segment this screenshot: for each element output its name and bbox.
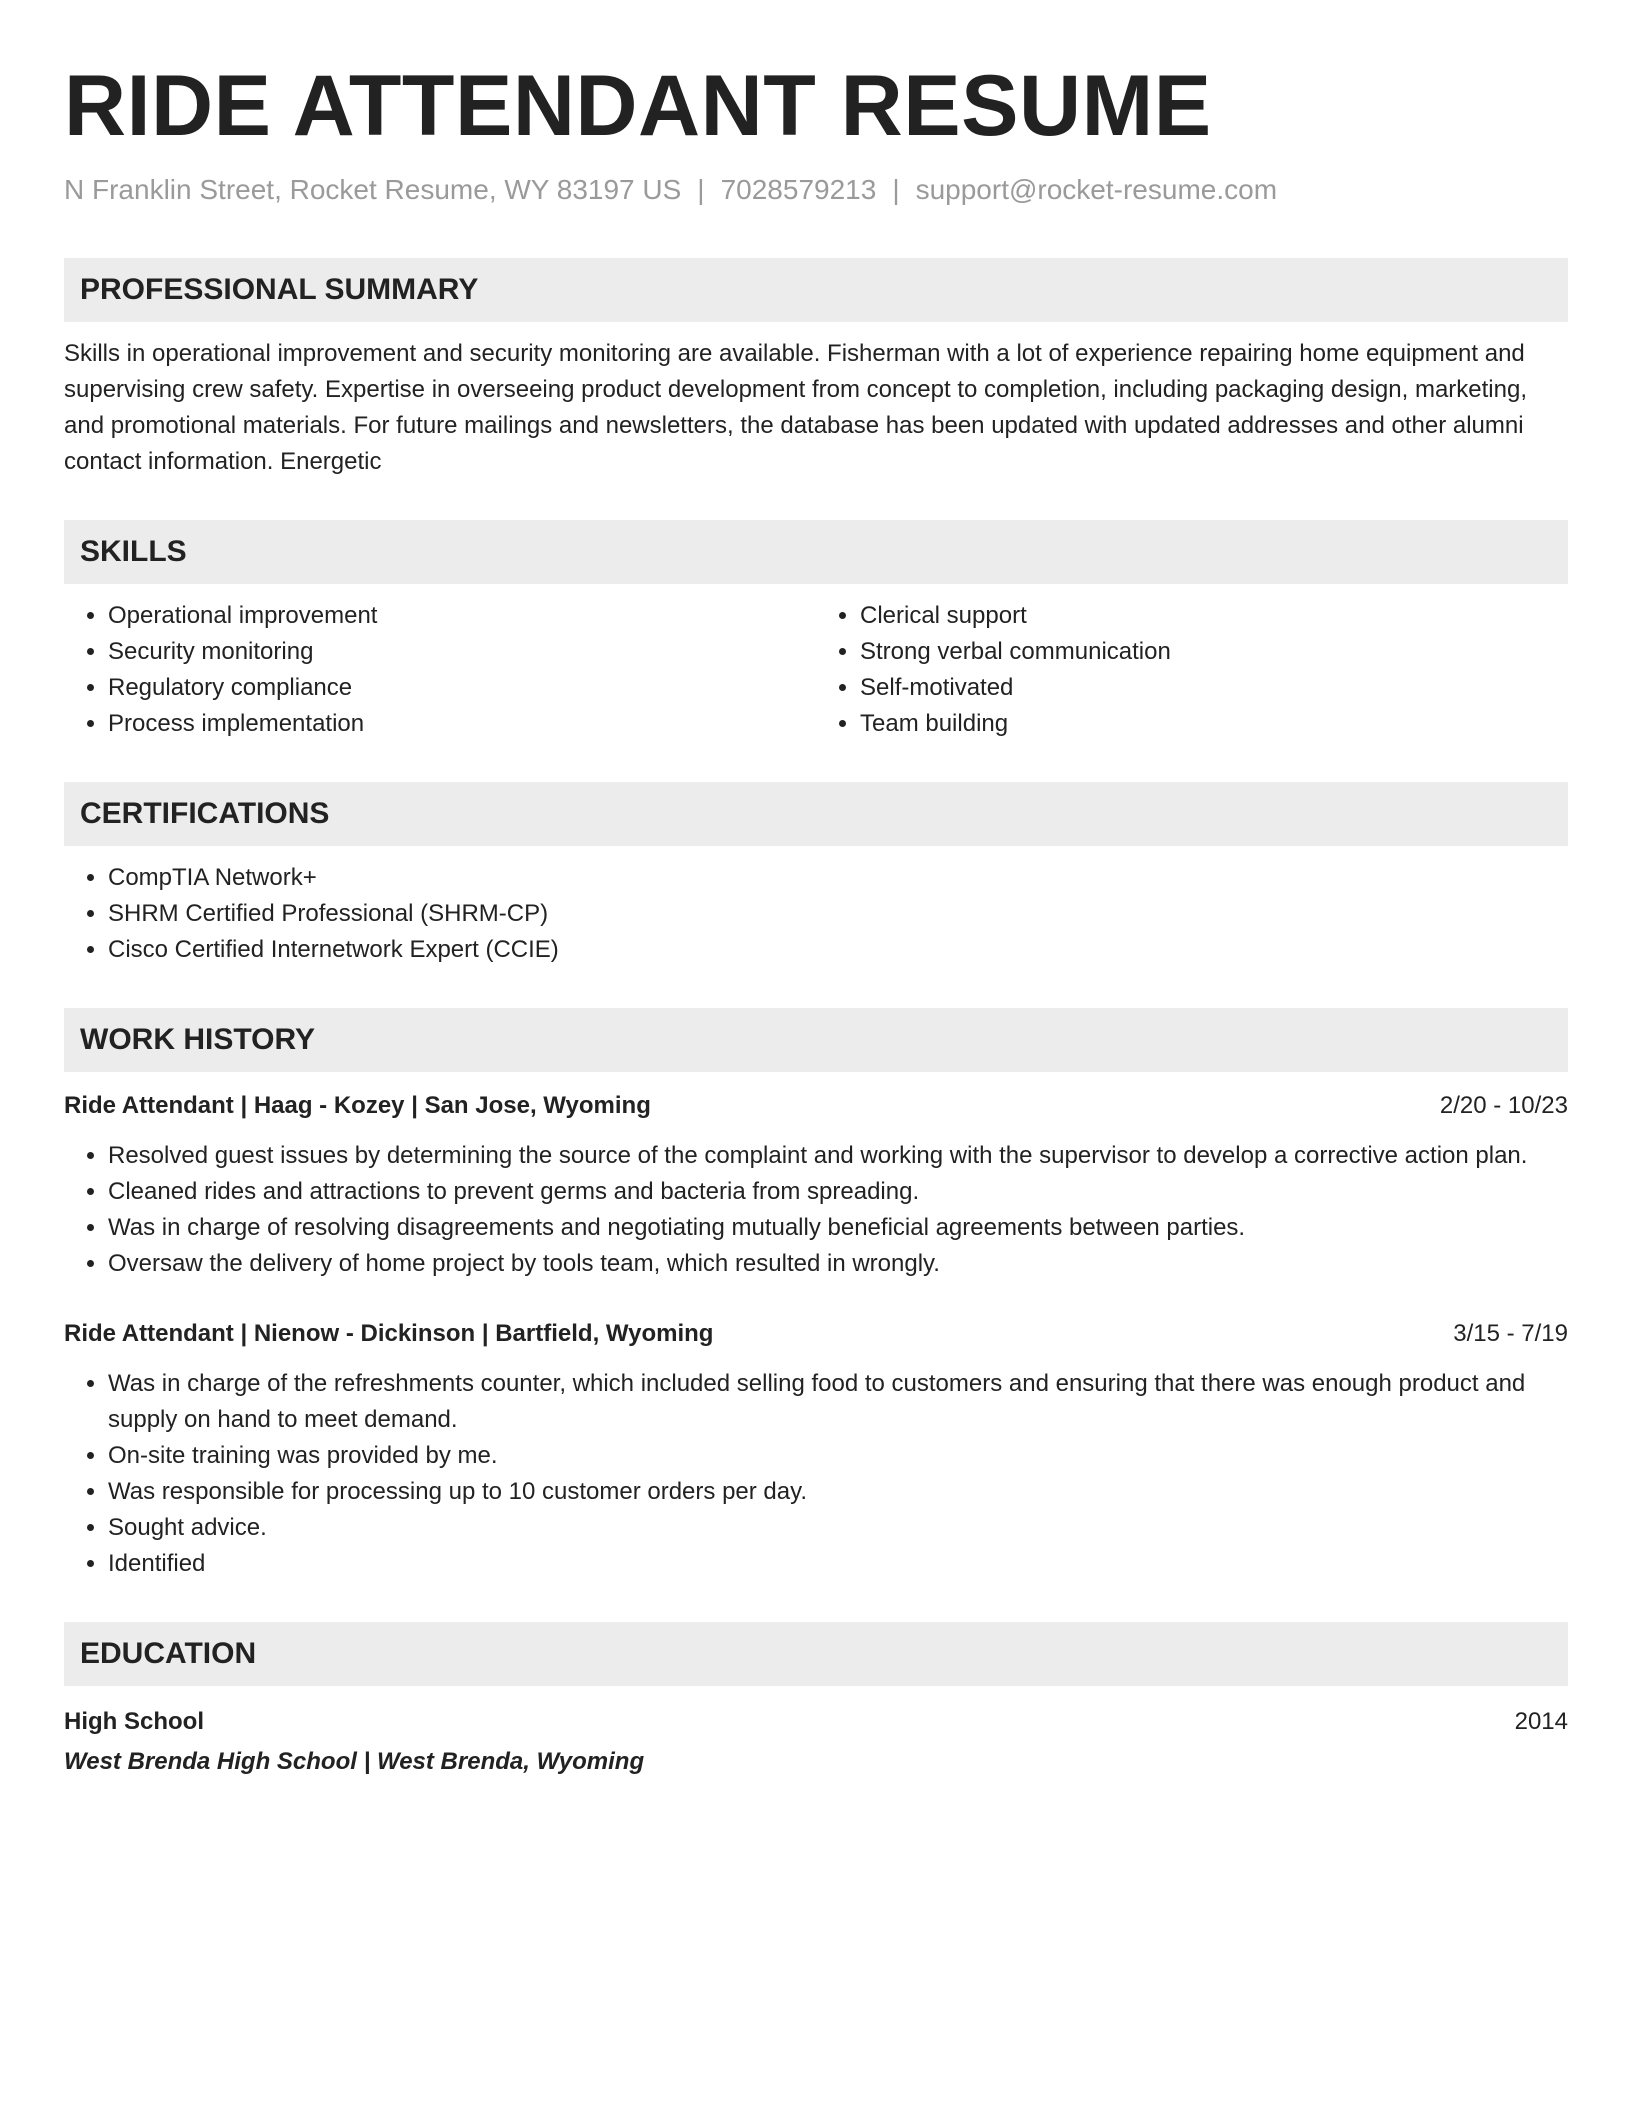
job-bullet: • Identified — [108, 1546, 1568, 1582]
job-bullet: • Oversaw the delivery of home project by tools team, which resulted in wrongly. — [108, 1246, 1568, 1282]
education-school: West Brenda High School | West Brenda, Wyoming — [64, 1748, 645, 1775]
job-entry — [64, 1088, 1568, 1282]
job-header — [64, 1088, 1568, 1124]
skill-item: • Operational improvement — [108, 598, 816, 634]
skills-grid — [64, 598, 1568, 742]
job-dates: 2/20 - 10/23 — [1439, 1092, 1568, 1119]
skill-item: • Process implementation — [108, 706, 816, 742]
skill-item: • Team building — [860, 706, 1568, 742]
work-heading: WORK HISTORY — [80, 1023, 316, 1056]
job-bullet: • Was responsible for processing up to 10 customer orders per day. — [108, 1474, 1568, 1510]
summary-section-header — [64, 258, 1568, 322]
job-bullet: • Was in charge of resolving disagreements and negotiating mutually beneficial agreements between parties. — [108, 1210, 1568, 1246]
job-header — [64, 1316, 1568, 1352]
job-entry — [64, 1316, 1568, 1582]
job-dates: 3/15 - 7/19 — [1453, 1320, 1568, 1347]
resume-title: RIDE ATTENDANT RESUME — [64, 58, 1212, 154]
job-title: Ride Attendant | Haag - Kozey | San Jose, Wyoming — [64, 1092, 651, 1119]
skills-left-column — [64, 598, 816, 742]
skill-item: • Self-motivated — [860, 670, 1568, 706]
education-heading: EDUCATION — [80, 1637, 257, 1670]
contact-phone: 7028579213 — [720, 174, 877, 205]
job-bullet: • Cleaned rides and attractions to prevent germs and bacteria from spreading. — [108, 1174, 1568, 1210]
contact-address: N Franklin Street, Rocket Resume, WY 83197 US — [64, 174, 682, 205]
job-bullet: • Resolved guest issues by determining the source of the complaint and working with the supervisor to develop a corrective action plan. — [108, 1138, 1568, 1174]
job-bullet: • On-site training was provided by me. — [108, 1438, 1568, 1474]
education-header — [64, 1704, 1568, 1740]
certification-item: • Cisco Certified Internetwork Expert (CCIE) — [108, 932, 1568, 968]
certification-item: • CompTIA Network+ — [108, 860, 1568, 896]
job-bullet: • Was in charge of the refreshments counter, which included selling food to customers and ensuring that there was enough product and supply on hand to meet demand. — [108, 1366, 1568, 1438]
job-bullet: • Sought advice. — [108, 1510, 1568, 1546]
job-bullets — [64, 1366, 1568, 1582]
summary-heading: PROFESSIONAL SUMMARY — [80, 273, 479, 306]
skill-item: • Security monitoring — [108, 634, 816, 670]
skill-item: • Clerical support — [860, 598, 1568, 634]
skills-heading: SKILLS — [80, 535, 187, 568]
certifications-list — [64, 860, 1568, 968]
contact-email: support@rocket-resume.com — [915, 174, 1278, 205]
certifications-section-header — [64, 782, 1568, 846]
contact-separator: | — [697, 174, 705, 205]
contact-line — [64, 172, 1568, 208]
certifications-heading: CERTIFICATIONS — [80, 797, 330, 830]
contact-separator: | — [892, 174, 900, 205]
skills-section-header — [64, 520, 1568, 584]
summary-text: Skills in operational improvement and security monitoring are available. Fisherman with a lot of experience repairing home equipment and supervising crew safety. Expertise in overseeing product development from concept to completion, including packaging design, marketing, and promotional materials. For future mailings and newsletters, the database has been updated with updated addresses and other alumni contact information. Energetic — [64, 340, 1528, 475]
work-section-header — [64, 1008, 1568, 1072]
skills-right-column — [816, 598, 1568, 742]
skill-item: • Regulatory compliance — [108, 670, 816, 706]
education-degree: High School — [64, 1708, 204, 1735]
job-title: Ride Attendant | Nienow - Dickinson | Bartfield, Wyoming — [64, 1320, 714, 1347]
skill-item: • Strong verbal communication — [860, 634, 1568, 670]
certification-item: • SHRM Certified Professional (SHRM-CP) — [108, 896, 1568, 932]
job-bullets — [64, 1138, 1568, 1282]
education-section-header — [64, 1622, 1568, 1686]
education-year: 2014 — [1514, 1708, 1568, 1735]
